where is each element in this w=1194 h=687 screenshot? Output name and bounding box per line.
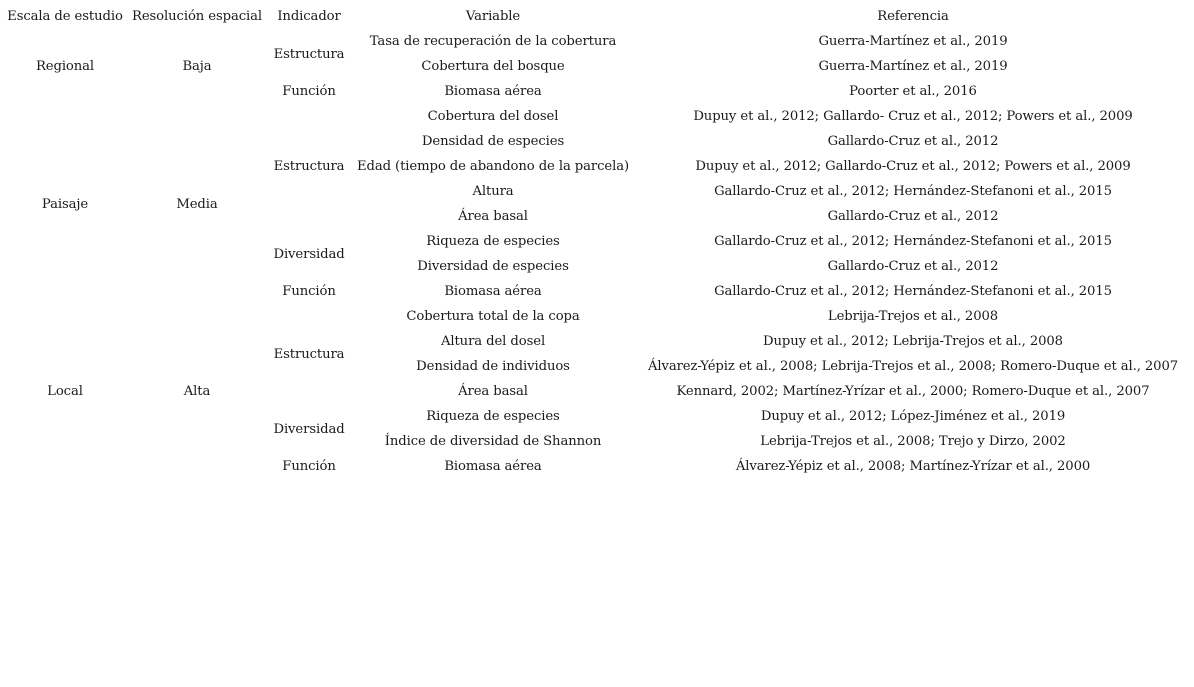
table-row xyxy=(0,304,1194,329)
variable-cell: Área basal xyxy=(458,209,528,224)
reference-cell: Poorter et al., 2016 xyxy=(849,84,977,99)
resolution-cell: Media xyxy=(176,196,218,212)
variable-cell: Edad (tiempo de abandono de la parcela) xyxy=(356,159,630,174)
reference-cell: Guerra-Martínez et al., 2019 xyxy=(818,59,1008,74)
resolution-cell: Baja xyxy=(182,59,212,74)
reference-cell: Gallardo-Cruz et al., 2012 xyxy=(827,134,999,149)
reference-cell: Lebrija-Trejos et al., 2008; Trejo y Dirzo, 2002 xyxy=(760,434,1066,449)
header-resolution: Resolución espacial xyxy=(131,9,263,24)
indicator-cell: Función xyxy=(282,84,336,99)
table-row xyxy=(0,104,1194,129)
indicator-cell: Función xyxy=(282,459,336,474)
variable-cell: Cobertura del bosque xyxy=(421,59,565,74)
reference-cell: Gallardo-Cruz et al., 2012 xyxy=(827,259,999,274)
table-row xyxy=(0,29,1194,54)
variable-cell: Altura del dosel xyxy=(440,334,546,349)
indicator-cell: Diversidad xyxy=(273,246,345,262)
reference-cell: Gallardo-Cruz et al., 2012; Hernández-Stefanoni et al., 2015 xyxy=(714,234,1112,249)
header-reference: Referencia xyxy=(877,9,949,24)
indicator-cell: Estructura xyxy=(273,346,345,362)
reference-cell: Gallardo-Cruz et al., 2012; Hernández-Stefanoni et al., 2015 xyxy=(714,184,1112,199)
header-variable: Variable xyxy=(465,9,521,24)
variable-cell: Tasa de recuperación de la cobertura xyxy=(369,34,617,49)
header-row xyxy=(0,4,1194,29)
reference-cell: Dupuy et al., 2012; López-Jiménez et al., 2019 xyxy=(760,409,1066,424)
variable-cell: Cobertura total de la copa xyxy=(406,309,580,324)
resolution-cell: Alta xyxy=(183,384,211,399)
variable-cell: Índice de diversidad de Shannon xyxy=(384,434,602,449)
variable-cell: Altura xyxy=(472,184,514,199)
reference-cell: Gallardo-Cruz et al., 2012; Hernández-Stefanoni et al., 2015 xyxy=(714,284,1112,299)
variable-cell: Biomasa aérea xyxy=(444,459,542,474)
reference-cell: Lebrija-Trejos et al., 2008 xyxy=(827,309,999,324)
indicators-table xyxy=(0,4,1194,479)
reference-cell: Gallardo-Cruz et al., 2012 xyxy=(827,209,999,224)
variable-cell: Densidad de especies xyxy=(421,134,565,149)
indicator-cell: Función xyxy=(282,284,336,299)
variable-cell: Biomasa aérea xyxy=(444,84,542,99)
reference-cell: Dupuy et al., 2012; Gallardo- Cruz et al., 2012; Powers et al., 2009 xyxy=(693,109,1133,124)
reference-cell: Álvarez-Yépiz et al., 2008; Martínez-Yrízar et al., 2000 xyxy=(735,459,1091,474)
reference-cell: Dupuy et al., 2012; Gallardo-Cruz et al., 2012; Powers et al., 2009 xyxy=(695,159,1131,174)
variable-cell: Área basal xyxy=(458,384,528,399)
reference-cell: Kennard, 2002; Martínez-Yrízar et al., 2000; Romero-Duque et al., 2007 xyxy=(676,384,1150,399)
header-scale: Escala de estudio xyxy=(7,9,123,24)
scale-cell: Local xyxy=(47,384,83,399)
variable-cell: Densidad de individuos xyxy=(416,359,570,374)
variable-cell: Diversidad de especies xyxy=(417,259,569,274)
variable-cell: Riqueza de especies xyxy=(426,234,560,249)
indicator-cell: Estructura xyxy=(273,46,345,62)
reference-cell: Álvarez-Yépiz et al., 2008; Lebrija-Trejos et al., 2008; Romero-Duque et al., 2007 xyxy=(647,359,1179,374)
header-indicator: Indicador xyxy=(277,9,341,24)
variable-cell: Riqueza de especies xyxy=(426,409,560,424)
reference-cell: Dupuy et al., 2012; Lebrija-Trejos et al., 2008 xyxy=(763,334,1063,349)
variable-cell: Biomasa aérea xyxy=(444,284,542,299)
scale-cell: Regional xyxy=(35,59,95,74)
reference-cell: Guerra-Martínez et al., 2019 xyxy=(818,34,1008,49)
scale-cell: Paisaje xyxy=(41,196,89,212)
indicator-cell: Estructura xyxy=(273,159,345,174)
indicator-cell: Diversidad xyxy=(273,421,345,437)
variable-cell: Cobertura del dosel xyxy=(427,109,559,124)
